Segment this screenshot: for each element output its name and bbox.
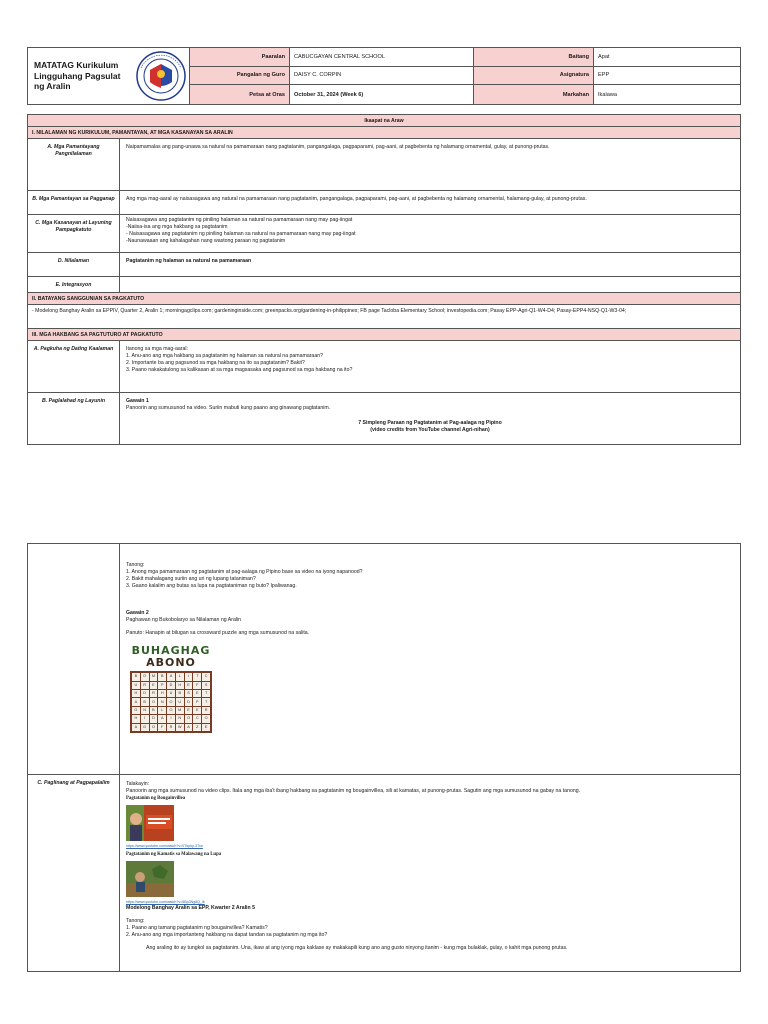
crossword-cell: E [193, 707, 201, 714]
row-b-pamantayan-sa-pagganap [28, 191, 740, 215]
row-3c-text [120, 775, 740, 971]
row-e-label: E. Integrasyon [28, 277, 120, 292]
crossword-cell: I [167, 715, 175, 722]
crossword-cell: T [202, 698, 210, 705]
crossword-cell: E [193, 690, 201, 697]
crossword-cell: R [141, 682, 149, 689]
video-2-thumbnail[interactable] [126, 861, 174, 897]
crossword-cell: N [158, 698, 166, 705]
crossword-cell: O [167, 698, 175, 705]
petsa-value: October 31, 2024 (Week 6) [289, 85, 473, 104]
crossword-cell: D [167, 682, 175, 689]
crossword-cell: D [150, 715, 158, 722]
paaralan-label: Paaralan [189, 48, 289, 67]
lesson-table-page-1 [27, 114, 741, 445]
crossword-cell: G [132, 707, 140, 714]
crossword-cell: M [176, 707, 184, 714]
lesson-header [27, 47, 741, 105]
row-3c-label: C. Paglinang at Pagpapalalim [28, 775, 120, 971]
crossword-cell: E [150, 682, 158, 689]
crossword-cell: A [132, 698, 140, 705]
crossword-cell: A [185, 724, 193, 731]
section-3-heading: III. MGA HAKBANG SA PAGTUTURO AT PAGKATUTO [32, 332, 163, 338]
row-3c-paglinang [28, 775, 740, 971]
row-b-text: Ang mga mag-aaral ay naisasagawa ang natural na pamamaraan nang pagtatanim, pangangalaga, pagpaparami, pag-aani, at pagbebenta ng halamang ornamental, halamang-gulay, at punong-prutas. [126, 196, 587, 202]
row-c-label: C. Mga Kasanayan at Layuning Pampagkatuto [28, 215, 120, 252]
crossword-cell: C [202, 673, 210, 680]
row-d-nilalaman [28, 253, 740, 277]
crossword-cell: B [132, 673, 140, 680]
markahan-value: Ikalawa [593, 85, 740, 104]
guro-label: Pangalan ng Guro [189, 67, 289, 86]
crossword-cell: W [176, 724, 184, 731]
puzzle-word-1: BUHAGHAG [131, 644, 211, 658]
crossword-cell: T [193, 673, 201, 680]
row-c-line: -Naunawaaan ang kahalagahan nang wastong paraan ng pagtatanim [126, 238, 286, 245]
crossword-cell: M [150, 673, 158, 680]
crossword-cell: E [185, 682, 193, 689]
row-c-kasanayan [28, 215, 740, 253]
talakayin-intro: Panoorin ang mga sumusunod na video clips. Itala ang mga iba't ibang hakbang sa pagtatanim ng bougainvillea, sili at kamatas, at punong-prutas. Sagutin ang mga sumusunod na gabay na tanong. [126, 788, 581, 795]
crossword-cell: F [158, 724, 166, 731]
crossword-cell: S [202, 682, 210, 689]
crossword-cell: N [141, 707, 149, 714]
row-e-text [120, 277, 740, 292]
day-label: Ikaapat na Araw [364, 118, 404, 124]
gawain-1-instruction: Panoorin ang sumusunod na video. Suriin mabuti kung paano ang ginawang pagtatanim. [126, 405, 331, 412]
crossword-cell: R [202, 707, 210, 714]
references-text: - Modelong Banghay Aralin sa EPPIV, Quarter 2, Aralin 1; morningagclips.com; gardeninginside.com; greenpacks.org/gardening-in-philippines; FB page Tacloba Elementary School; investopedia.com; Pasay EPP-Agri-Q1-W4-D4; Pasay-EPP4-NSQ-Q1-W3-04; [32, 308, 627, 314]
crossword-cell: P [158, 682, 166, 689]
puzzle-title [126, 645, 216, 668]
tanong-line: 3. Gaano kalalim ang butas sa lupa na pagtataniman ng buto? Ipaliwanag. [126, 583, 297, 590]
row-3a-line: Itanong sa mga mag-aaral: [126, 346, 188, 352]
row-3b-continued-label [28, 544, 120, 774]
video-1-thumbnail[interactable] [126, 805, 174, 841]
crossword-cell: R [167, 724, 175, 731]
row-c-text [120, 215, 740, 252]
row-3a-line: 3. Paano nakakatulong sa kalikasan at sa mga magsasaka ang pagsunod sa mga hakbang na ito? [126, 367, 353, 374]
crossword-cell: E [185, 707, 193, 714]
row-3a-dating-kaalaman [28, 341, 740, 393]
paaralan-value: CABUCGAYAN CENTRAL SCHOOL [289, 48, 473, 67]
crossword-cell: A [167, 673, 175, 680]
talakayin-label: Talakayin: [126, 781, 150, 787]
closing-text: Ang araling ito ay tungkol sa pagtatanim. Una, ikaw at ang iyong mga kaklase ay makakapili kung ano ang gusto ninyong itanim - kung mga bulaklak, gulay, o kahit mga punong prutas. [146, 944, 568, 951]
crossword-cell: B [150, 707, 158, 714]
guro-value: DAISY C. CORPIN [289, 67, 473, 86]
row-3a-line: 2. Importante ba ang pagsunod sa mga hakbang na ito sa pagtatanim? Bakit? [126, 360, 305, 367]
video-1-link[interactable]: https://www.youtube.com/watch?v=0Tkpky-3Trw [126, 843, 203, 848]
section-1-heading-row [28, 127, 740, 139]
tanong-2-line: 2. Anu-ano ang mga importanteng hakbang na dapat tandan sa pagtatanim ng mga ito? [126, 931, 328, 938]
tanong-2-line: 1. Paano ang tamang pagtatanim ng bougainvillea? Kamatis? [126, 924, 268, 931]
row-3b-label: B. Paglalahad ng Layunin [28, 393, 120, 444]
crossword-cell: R [150, 690, 158, 697]
crossword-cell: F [193, 682, 201, 689]
video-2-link[interactable]: https://www.youtube.com/watch?v=6Bp3Ng8Q_i6 [126, 899, 205, 904]
crossword-cell: O [141, 673, 149, 680]
row-e-integrasyon [28, 277, 740, 293]
crossword-cell: L [158, 707, 166, 714]
header-title-cell [28, 48, 189, 104]
panuto-text: Panuto: Hanapin at bilugan sa crossward puzzle ang mga sumusunod na salita. [126, 630, 310, 637]
baitang-value: Apat [593, 48, 740, 67]
tanong-line: 2. Bakit mahalagang suriin ang uri ng lupang tataniman? [126, 576, 256, 583]
section-2-refs-row [28, 305, 740, 329]
row-3a-label: A. Pagkuha ng Dating Kaalaman [28, 341, 120, 392]
crossword-cell: B [141, 698, 149, 705]
row-b-label: B. Mga Pamantayan sa Pagganap [28, 191, 120, 214]
puzzle-word-2: ABONO [146, 655, 196, 669]
asignatura-label: Asignatura [473, 67, 593, 86]
crossword-cell: C [193, 715, 201, 722]
crossword-cell: P [193, 698, 201, 705]
row-c-line: -Naiisa-isa ang mga hakbang sa pagtatanim [126, 224, 228, 231]
day-row [28, 115, 740, 127]
crossword-cell: D [141, 690, 149, 697]
row-a-pamantayang-pangnilalaman [28, 139, 740, 191]
section-1-heading: I. NILALAMAN NG KURIKULUM, PAMANTAYAN, AT MGA KASANAYAN SA ARALIN [32, 130, 233, 136]
crossword-cell: B [158, 673, 166, 680]
crossword-cell: I [141, 715, 149, 722]
gawain-2-heading: Gawain 2 [126, 610, 149, 617]
crossword-puzzle [130, 671, 212, 733]
crossword-cell: G [141, 724, 149, 731]
row-3b-continued-text [120, 544, 740, 774]
crossword-cell: O [167, 707, 175, 714]
lesson-table-page-2 [27, 543, 741, 972]
row-d-text: Pagtatanim ng halaman sa natural na pamamaraan [126, 258, 252, 264]
header-info-grid [189, 48, 740, 104]
section-2-heading-row [28, 293, 740, 305]
section-3-heading-row [28, 329, 740, 341]
asignatura-value: EPP [593, 67, 740, 86]
gawain-1-heading: Gawain 1 [126, 398, 149, 404]
video-1-title: Pagtatanim ng Bougainvillea [126, 796, 186, 802]
crossword-cell: U [176, 698, 184, 705]
crossword-cell: H [132, 690, 140, 697]
crossword-cell: L [176, 673, 184, 680]
crossword-cell: H [176, 682, 184, 689]
crossword-cell: B [176, 690, 184, 697]
row-3b-text [120, 393, 740, 444]
markahan-label: Markahan [473, 85, 593, 104]
crossword-cell: D [185, 698, 193, 705]
video-2-title: Pagtatanim ng Kamatis sa Malawang na Lupa [126, 852, 222, 858]
tanong-line: 1. Anong mga pamamaraan ng pagtatanim at pag-aalaga ng Pipino base sa video na iyong napanood? [126, 569, 363, 576]
row-3a-text [120, 341, 740, 392]
tanong-line: Tanong: [126, 562, 145, 568]
section-2-heading: II. BATAYANG SANGGUNIAN SA PAGKATUTO [32, 296, 145, 302]
row-a-label: A. Mga Pamantayang Pangnilalaman [28, 139, 120, 190]
crossword-cell: I [185, 673, 193, 680]
row-3b-continued [28, 544, 740, 775]
crossword-cell: N [176, 715, 184, 722]
row-3b-paglalahad [28, 393, 740, 444]
row-d-label: D. Nilalaman [28, 253, 120, 276]
crossword-cell: O [150, 724, 158, 731]
baitang-label: Baitang [473, 48, 593, 67]
tanong-2-line: Tanong: [126, 917, 145, 924]
row-3a-line: 1. Anu-ano ang mga hakbang sa pagtatanim ng halaman sa natural na pamamaraan? [126, 353, 323, 360]
crossword-cell: O [150, 698, 158, 705]
crossword-cell: U [132, 682, 140, 689]
crossword-cell: E [202, 724, 210, 731]
gawain-2-sub: Paghawan ng Bukobolaryo sa Nilalaman ng Aralin [126, 617, 242, 624]
crossword-cell: Z [193, 724, 201, 731]
crossword-grid [132, 673, 210, 731]
crossword-cell: O [202, 715, 210, 722]
row-c-line: - Naisasagawa ang pagtatanim ng piniling halaman sa natural na pamamaraan nang may pag-iingat [126, 231, 356, 238]
crossword-cell: U [167, 690, 175, 697]
deped-seal-icon [133, 50, 189, 102]
crossword-cell: S [185, 690, 193, 697]
crossword-cell: H [132, 715, 140, 722]
document-title: MATATAG Kurikulum Lingguhang Pagsulat ng Aralin [34, 60, 121, 92]
row-c-line: Naisasagawa ang pagtatanim ng piniling halaman sa natural na pamamaraan nang may pag-iingat [126, 217, 353, 223]
petsa-label: Petsa at Oras [189, 85, 289, 104]
crossword-cell: A [158, 715, 166, 722]
crossword-cell: T [202, 690, 210, 697]
crossword-cell: A [132, 724, 140, 731]
video-credit: (video credits from YouTube channel Agri-nihan) [370, 427, 490, 434]
crossword-cell: H [158, 690, 166, 697]
modelo-reference: Modelong Banghay Aralin sa EPP, Kwarter 2 Aralin 5 [126, 904, 255, 911]
row-a-text: Naipamamalas ang pang-unawa sa natural na pamamaraan nang pagtatanim, pangangalaga, pagpaparami, pag-aani, at pagbebenta ng halamang ornamental, gulay, at punong-prutas. [126, 144, 550, 150]
video-title: 7 Simpleng Paraan ng Pagtatanim at Pag-aalaga ng Pipino [358, 420, 502, 427]
crossword-cell: O [185, 715, 193, 722]
